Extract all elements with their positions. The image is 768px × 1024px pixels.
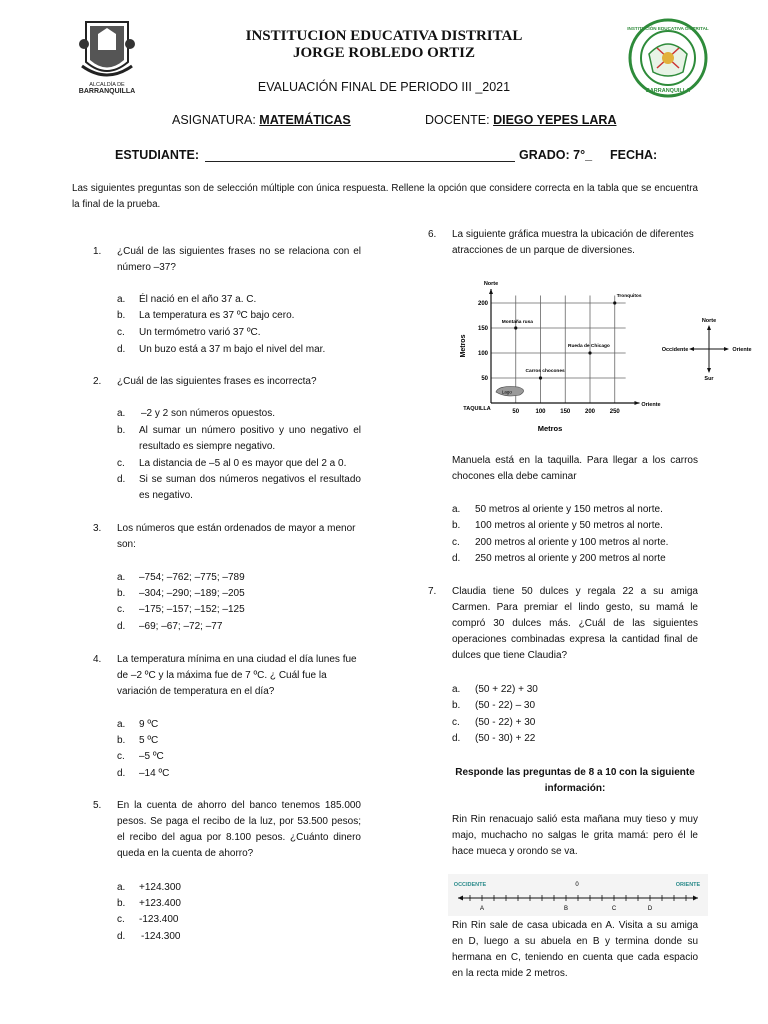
park-east-label: Oriente bbox=[641, 402, 661, 408]
q4-opt-a-letter: a. bbox=[117, 719, 126, 730]
q5-text: En la cuenta de ahorro del banco tenemos 185.000 pesos. Se paga el recibo de la luz, por 53.500 pesos; el recibo del agua por 8.100 pesos. ¿Cuánto dinero queda en la cuenta de ahorro? bbox=[117, 800, 361, 859]
park-place-point bbox=[613, 301, 616, 304]
park-y-tick: 50 bbox=[481, 376, 488, 382]
school-name-line2: JORGE ROBLEDO ORTIZ bbox=[292, 45, 475, 61]
exam-title: EVALUACIÓN FINAL DE PERIODO III _2021 bbox=[257, 80, 511, 94]
number-line-left: OCCIDENTE bbox=[453, 882, 487, 888]
q6-followup: Manuela está en la taquilla. Para llegar a los carros chocones ella debe caminar bbox=[452, 455, 698, 482]
park-place-point bbox=[539, 376, 542, 379]
park-y-tick: 100 bbox=[477, 351, 488, 357]
number-line bbox=[448, 874, 708, 916]
q5-opt-b-letter: b. bbox=[117, 898, 126, 909]
q7-text: Claudia tiene 50 dulces y regala 22 a su amiga Carmen. Para premiar el lindo gesto, su mamá le compró 30 dulces más. ¿Cuál de las siguientes operaciones combinadas expresa la cantidad final de dulces que tiene Claudia? bbox=[452, 586, 698, 661]
q4-opt-b[interactable]: 5 ºC bbox=[139, 735, 159, 746]
park-north-label: Norte bbox=[483, 281, 499, 287]
q7-opt-c[interactable]: (50 - 22) + 30 bbox=[475, 717, 536, 728]
q2-opt-d[interactable]: Si se suman dos números negativos el resultado es negativo. bbox=[139, 474, 361, 501]
q4-opt-c[interactable]: –5 ºC bbox=[139, 751, 164, 762]
q6-opt-a[interactable]: 50 metros al oriente y 150 metros al norte. bbox=[475, 504, 663, 515]
q6-opt-b-letter: b. bbox=[452, 520, 461, 531]
q4-opt-a[interactable]: 9 ºC bbox=[139, 719, 159, 730]
q3-opt-d-letter: d. bbox=[117, 621, 126, 632]
q1-opt-d[interactable]: Un buzo está a 37 m bajo el nivel del mar. bbox=[139, 344, 326, 355]
park-y-tick: 200 bbox=[477, 301, 488, 307]
logo-right-text2: BARRANQUILLA bbox=[645, 88, 691, 94]
q3-opt-c[interactable]: –175; –157; –152; –125 bbox=[139, 604, 245, 615]
q6-opt-c[interactable]: 200 metros al oriente y 100 metros al norte. bbox=[475, 537, 669, 548]
q2-opt-d-letter: d. bbox=[117, 474, 126, 485]
park-x-tick: 150 bbox=[560, 409, 571, 415]
date-label: FECHA: bbox=[610, 148, 658, 162]
q6-opt-b[interactable]: 100 metros al oriente y 50 metros al norte. bbox=[475, 520, 663, 531]
q5-opt-b[interactable]: +123.400 bbox=[139, 898, 181, 909]
q1-opt-c[interactable]: Un termómetro varió 37 ºC. bbox=[139, 327, 261, 338]
park-x-tick: 50 bbox=[512, 409, 520, 415]
q7-opt-a[interactable]: (50 + 22) + 30 bbox=[475, 684, 538, 695]
instructions: Las siguientes preguntas son de selección múltiple con única respuesta. Rellene la opción que considere correcta en la tabla que se encuentra la final de la prueba. bbox=[72, 183, 698, 210]
section-poem: Rin Rin renacuajo salió esta mañana muy tieso y muy majo, muchacho no salgas le grita mamá: pero él le hace mueca y orondo se va. bbox=[452, 814, 698, 857]
q1-opt-c-letter: c. bbox=[117, 327, 125, 338]
q5-number: 5. bbox=[93, 800, 102, 811]
student-name-field[interactable] bbox=[205, 161, 515, 162]
park-place-label: Rueda de Chicago bbox=[568, 344, 610, 349]
park-x-tick: 200 bbox=[584, 409, 596, 415]
q6-opt-c-letter: c. bbox=[452, 537, 460, 548]
q5-opt-a-letter: a. bbox=[117, 882, 126, 893]
park-x-label: Metros bbox=[537, 424, 563, 433]
q2-opt-c-letter: c. bbox=[117, 458, 125, 469]
q1-opt-a[interactable]: Él nació en el año 37 a. C. bbox=[139, 294, 257, 305]
subject-row bbox=[172, 113, 351, 127]
park-y-tick: 150 bbox=[477, 326, 488, 332]
compass-rose bbox=[660, 314, 760, 384]
q1-opt-b-letter: b. bbox=[117, 310, 126, 321]
park-place-point bbox=[588, 351, 591, 354]
q6-opt-d[interactable]: 250 metros al oriente y 200 metros al norte bbox=[475, 553, 666, 564]
park-place-label: Carros chocones bbox=[525, 369, 565, 374]
q2-text: ¿Cuál de las siguientes frases es incorrecta? bbox=[117, 376, 317, 387]
q6-opt-d-letter: d. bbox=[452, 553, 461, 564]
section-title: Responde las preguntas de 8 a 10 con la siguiente información: bbox=[455, 767, 695, 794]
q7-opt-b[interactable]: (50 - 22) – 30 bbox=[475, 700, 536, 711]
teacher-label: DOCENTE: bbox=[425, 113, 490, 127]
number-line-zero: 0 bbox=[575, 882, 579, 888]
logo-left-text1: ALCALDÍA DE bbox=[89, 82, 125, 88]
q1-text: ¿Cuál de las siguientes frases no se relaciona con el número –37? bbox=[117, 246, 361, 273]
q5-opt-c-letter: c. bbox=[117, 914, 125, 925]
q1-opt-b[interactable]: La temperatura es 37 ºC bajo cero. bbox=[139, 310, 295, 321]
park-map-chart bbox=[455, 276, 675, 436]
q1-number: 1. bbox=[93, 246, 102, 257]
number-line-point-label: C bbox=[611, 906, 617, 912]
q7-opt-a-letter: a. bbox=[452, 684, 461, 695]
q3-opt-a[interactable]: –754; –762; –775; –789 bbox=[139, 572, 245, 583]
teacher-row bbox=[425, 113, 617, 127]
q7-opt-d[interactable]: (50 - 30) + 22 bbox=[475, 733, 536, 744]
q3-opt-d[interactable]: –69; –67; –72; –77 bbox=[139, 621, 223, 632]
q4-opt-d-letter: d. bbox=[117, 768, 126, 779]
compass-east: Oriente bbox=[732, 347, 752, 353]
q2-number: 2. bbox=[93, 376, 102, 387]
park-origin-label: TAQUILLA bbox=[463, 406, 491, 412]
number-line-point-label: B bbox=[563, 906, 569, 912]
park-y-label: Metros bbox=[460, 334, 467, 358]
q2-opt-a-letter: a. bbox=[117, 408, 126, 419]
park-x-tick: 100 bbox=[535, 409, 546, 415]
q4-number: 4. bbox=[93, 654, 102, 665]
q4-text: La temperatura mínima en una ciudad el día lunes fue de –2 ºC y la máxima fue de 7 ºC. ¿ Cuál fue la variación de temperatura en el día? bbox=[117, 654, 357, 697]
section-story: Rin Rin sale de casa ubicada en A. Visita a su amiga en D, luego a su abuela en B y termina donde su hermana en C, teniendo en cuenta que cada espacio en la recta mide 2 metros. bbox=[452, 920, 698, 979]
q5-opt-d[interactable]: -124.300 bbox=[141, 931, 181, 942]
number-line-right: ORIENTE bbox=[675, 882, 701, 888]
park-place-point bbox=[514, 326, 517, 329]
q4-opt-d[interactable]: –14 ºC bbox=[139, 768, 170, 779]
number-line-point-label: D bbox=[647, 906, 653, 912]
park-place-label: Montaña rusa bbox=[501, 320, 533, 325]
compass-north: Norte bbox=[701, 318, 717, 324]
number-line-point-label: A bbox=[479, 906, 485, 912]
q2-opt-c[interactable]: La distancia de –5 al 0 es mayor que del 2 a 0. bbox=[139, 458, 347, 469]
q6-number: 6. bbox=[428, 229, 437, 240]
q1-opt-d-letter: d. bbox=[117, 344, 126, 355]
subject-label: ASIGNATURA: bbox=[172, 113, 256, 127]
q6-opt-a-letter: a. bbox=[452, 504, 461, 515]
teacher-value: DIEGO YEPES LARA bbox=[493, 113, 617, 127]
compass-south: Sur bbox=[704, 376, 714, 382]
q7-opt-d-letter: d. bbox=[452, 733, 461, 744]
q7-number: 7. bbox=[428, 586, 437, 597]
subject-value: MATEMÁTICAS bbox=[259, 113, 351, 127]
q1-opt-a-letter: a. bbox=[117, 294, 126, 305]
compass-west: Occidente bbox=[661, 347, 689, 353]
q5-opt-a[interactable]: +124.300 bbox=[139, 882, 181, 893]
grade-label: GRADO: 7°_ bbox=[519, 148, 593, 162]
q3-opt-a-letter: a. bbox=[117, 572, 126, 583]
q3-opt-b[interactable]: –304; –290; –189; –205 bbox=[139, 588, 245, 599]
park-place-label: Lago bbox=[501, 389, 512, 395]
q5-opt-d-letter: d. bbox=[117, 931, 126, 942]
q6-text: La siguiente gráfica muestra la ubicación de diferentes atracciones de un parque de diversiones. bbox=[452, 229, 694, 256]
q2-opt-a[interactable]: –2 y 2 son números opuestos. bbox=[141, 408, 275, 419]
q2-opt-b-letter: b. bbox=[117, 425, 126, 436]
q3-text: Los números que están ordenados de mayor a menor son: bbox=[117, 523, 356, 550]
logo-right-text1: INSTITUCIÓN EDUCATIVA DISTRITAL bbox=[627, 26, 709, 31]
q3-number: 3. bbox=[93, 523, 102, 534]
q2-opt-b[interactable]: Al sumar un número positivo y uno negativo el resultado es siempre negativo. bbox=[139, 425, 361, 452]
q7-opt-c-letter: c. bbox=[452, 717, 460, 728]
park-place-label: Tronquitos bbox=[616, 294, 642, 299]
student-label: ESTUDIANTE: bbox=[115, 148, 200, 162]
q4-opt-b-letter: b. bbox=[117, 735, 126, 746]
logo-left-text2: BARRANQUILLA bbox=[78, 88, 136, 95]
q3-opt-c-letter: c. bbox=[117, 604, 125, 615]
q5-opt-c[interactable]: -123.400 bbox=[139, 914, 179, 925]
school-name-line1: INSTITUCION EDUCATIVA DISTRITAL bbox=[245, 28, 523, 44]
q4-opt-c-letter: c. bbox=[117, 751, 125, 762]
q3-opt-b-letter: b. bbox=[117, 588, 126, 599]
q7-opt-b-letter: b. bbox=[452, 700, 461, 711]
park-x-tick: 250 bbox=[609, 409, 620, 415]
